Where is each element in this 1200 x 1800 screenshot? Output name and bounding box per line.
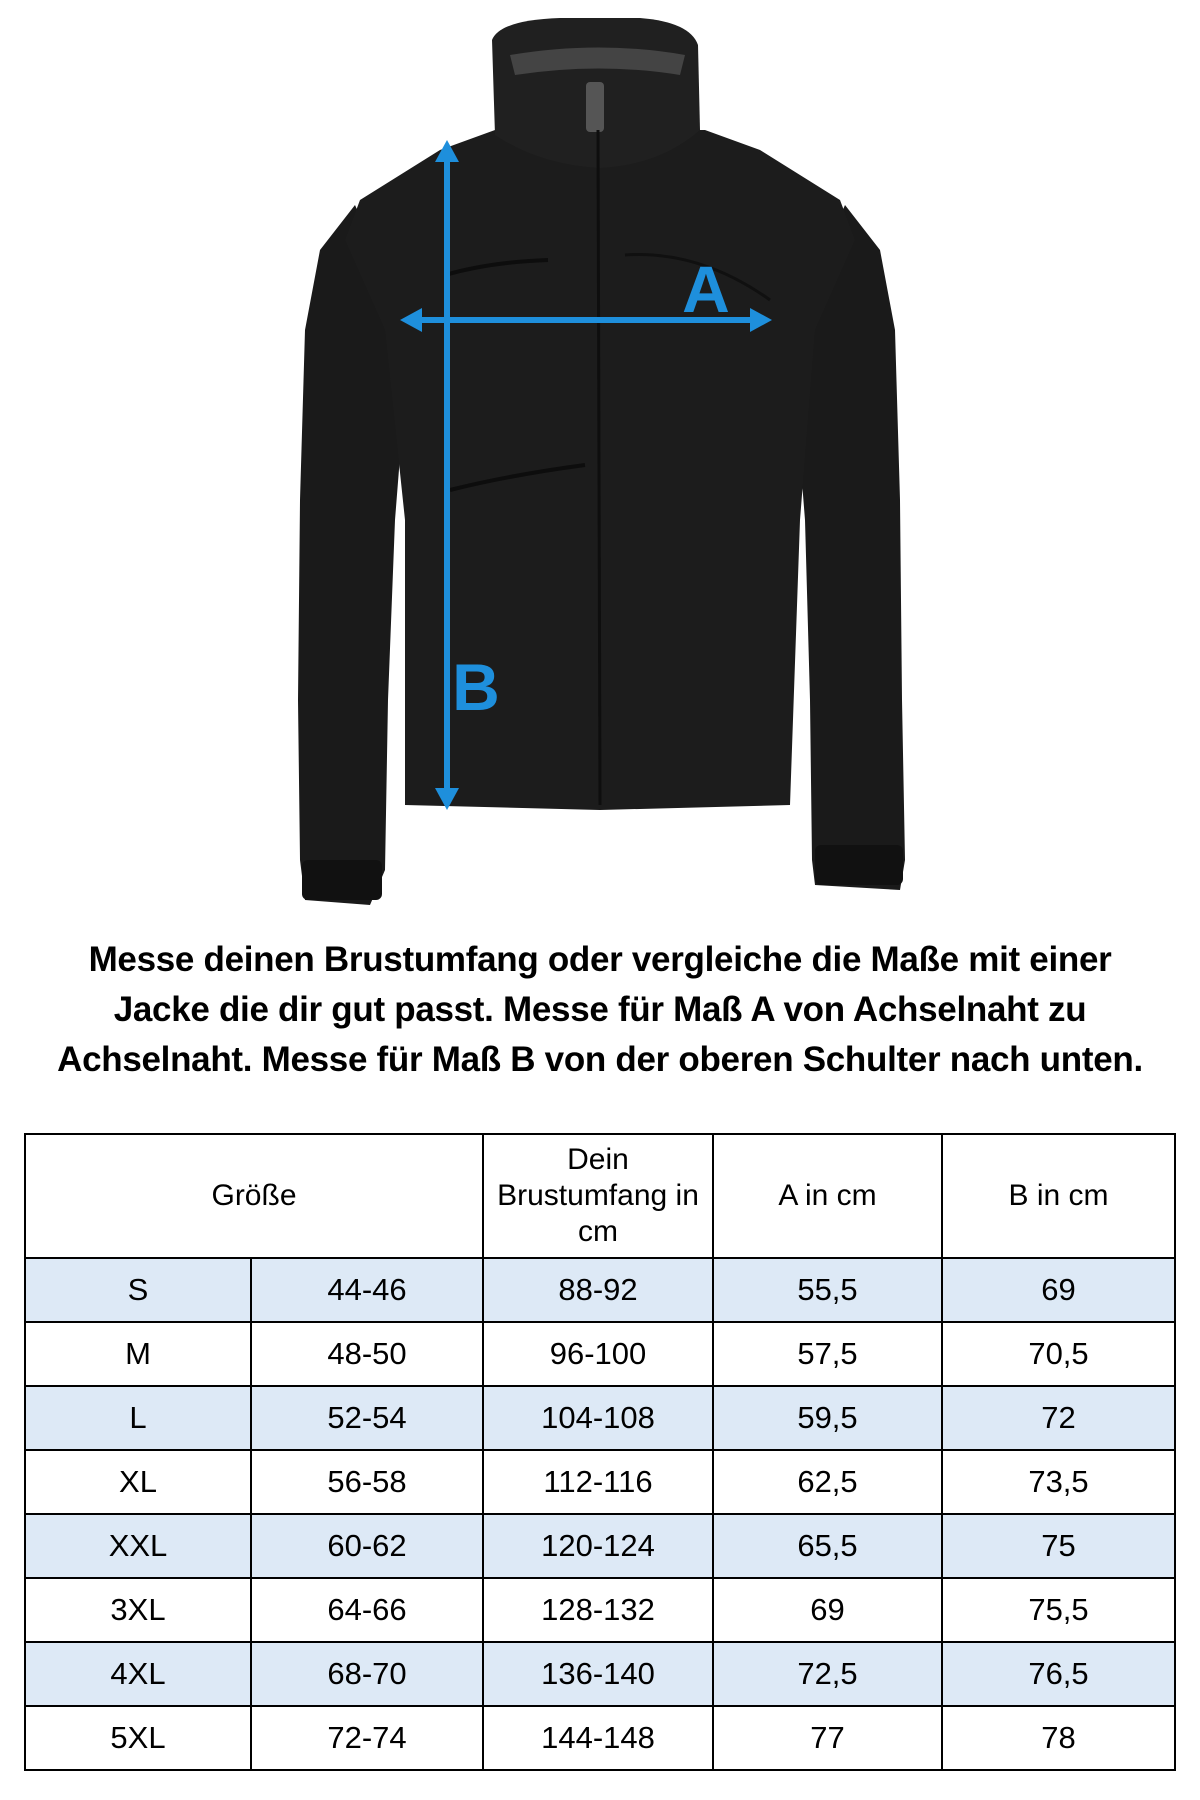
measure-b-label: B (452, 650, 500, 724)
table-row (25, 1578, 1175, 1642)
cell-chest: 136-140 (483, 1642, 713, 1706)
cell-b: 76,5 (942, 1642, 1175, 1706)
table-row (25, 1258, 1175, 1322)
measure-a-label: A (682, 252, 730, 326)
right-cuff (815, 845, 903, 885)
cell-b: 72 (942, 1386, 1175, 1450)
cell-de-size: 68-70 (251, 1642, 483, 1706)
cell-size: M (25, 1322, 251, 1386)
size-chart-table (24, 1133, 1176, 1771)
cell-chest: 112-116 (483, 1450, 713, 1514)
cell-de-size: 52-54 (251, 1386, 483, 1450)
cell-a: 65,5 (713, 1514, 942, 1578)
measurement-instructions: Messe deinen Brustumfang oder vergleiche die Maße mit einer Jacke die dir gut passt. Messe für Maß A von Achselnaht zu Achselnaht. Messe für Maß B von der oberen Schulter nach unten. (57, 940, 1143, 1079)
cell-a: 57,5 (713, 1322, 942, 1386)
cell-a: 72,5 (713, 1642, 942, 1706)
cell-de-size: 72-74 (251, 1706, 483, 1770)
zipper-pull (586, 82, 604, 132)
cell-b: 78 (942, 1706, 1175, 1770)
cell-chest: 128-132 (483, 1578, 713, 1642)
cell-de-size: 60-62 (251, 1514, 483, 1578)
table-header-row (25, 1134, 1175, 1258)
cell-a: 69 (713, 1578, 942, 1642)
cell-a: 77 (713, 1706, 942, 1770)
header-size: Größe (25, 1134, 483, 1258)
table-row (25, 1642, 1175, 1706)
table-row (25, 1706, 1175, 1770)
cell-size: L (25, 1386, 251, 1450)
cell-chest: 88-92 (483, 1258, 713, 1322)
cell-chest: 144-148 (483, 1706, 713, 1770)
cell-chest: 120-124 (483, 1514, 713, 1578)
cell-size: S (25, 1258, 251, 1322)
cell-b: 69 (942, 1258, 1175, 1322)
cell-a: 55,5 (713, 1258, 942, 1322)
cell-chest: 96-100 (483, 1322, 713, 1386)
cell-b: 75,5 (942, 1578, 1175, 1642)
table-row (25, 1386, 1175, 1450)
cell-a: 59,5 (713, 1386, 942, 1450)
header-a: A in cm (713, 1134, 942, 1258)
cell-size: 3XL (25, 1578, 251, 1642)
table-row (25, 1322, 1175, 1386)
cell-chest: 104-108 (483, 1386, 713, 1450)
cell-size: XL (25, 1450, 251, 1514)
cell-de-size: 48-50 (251, 1322, 483, 1386)
cell-a: 62,5 (713, 1450, 942, 1514)
zipper (598, 130, 600, 805)
table-row (25, 1514, 1175, 1578)
cell-size: 5XL (25, 1706, 251, 1770)
cell-b: 70,5 (942, 1322, 1175, 1386)
cell-de-size: 56-58 (251, 1450, 483, 1514)
cell-b: 73,5 (942, 1450, 1175, 1514)
cell-de-size: 64-66 (251, 1578, 483, 1642)
cell-b: 75 (942, 1514, 1175, 1578)
header-b: B in cm (942, 1134, 1175, 1258)
table-row (25, 1450, 1175, 1514)
cell-size: 4XL (25, 1642, 251, 1706)
cell-size: XXL (25, 1514, 251, 1578)
left-cuff (302, 860, 382, 900)
cell-de-size: 44-46 (251, 1258, 483, 1322)
header-chest: Dein Brustumfang in cm (483, 1134, 713, 1258)
